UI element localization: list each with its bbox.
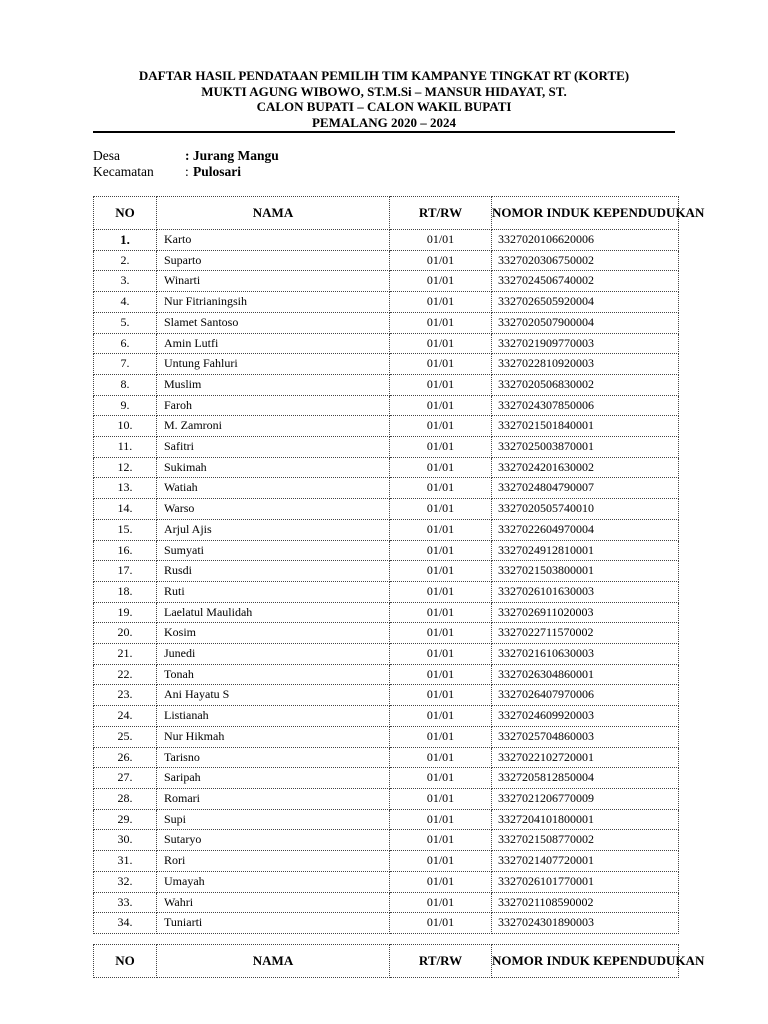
desa-value: : Jurang Mangu (185, 148, 279, 163)
table-body (94, 230, 679, 934)
column-header-rtrw: RT/RW (390, 197, 492, 230)
table-row (94, 706, 679, 727)
table-row (94, 871, 679, 892)
cell-nik: 3327026101630003 (492, 581, 679, 602)
cell-rtrw: 01/01 (390, 581, 492, 602)
header-region-period: PEMALANG 2020 – 2024 (311, 114, 457, 130)
cell-rtrw: 01/01 (390, 540, 492, 561)
cell-nik: 3327026911020003 (492, 602, 679, 623)
document-header (93, 68, 675, 130)
cell-nama: Sumyati (157, 540, 390, 561)
table-row (94, 312, 679, 333)
cell-nik: 3327022810920003 (492, 354, 679, 375)
cell-no: 19. (94, 602, 157, 623)
header-positions: CALON BUPATI – CALON WAKIL BUPATI (256, 99, 512, 114)
cell-nik: 3327021503800001 (492, 561, 679, 582)
column-header-nik: NOMOR INDUK KEPENDUDUKAN (492, 945, 679, 978)
column-header-nik: NOMOR INDUK KEPENDUDUKAN (492, 197, 679, 230)
cell-rtrw: 01/01 (390, 747, 492, 768)
table-row (94, 602, 679, 623)
kecamatan-value: Pulosari (193, 164, 242, 179)
cell-nama: Muslim (157, 374, 390, 395)
cell-nama: Suparto (157, 250, 390, 271)
cell-no: 1. (94, 230, 157, 251)
kecamatan-label: Kecamatan (93, 164, 154, 179)
cell-nama: Warso (157, 499, 390, 520)
cell-rtrw: 01/01 (390, 230, 492, 251)
cell-nama: Amin Lutfi (157, 333, 390, 354)
cell-no: 21. (94, 644, 157, 665)
cell-nik: 3327024307850006 (492, 395, 679, 416)
table-row (94, 457, 679, 478)
cell-nik: 3327024201630002 (492, 457, 679, 478)
cell-nik: 3327026304860001 (492, 664, 679, 685)
kecamatan-row (93, 164, 279, 180)
cell-no: 7. (94, 354, 157, 375)
table-row (94, 354, 679, 375)
cell-nama: Tuniarti (157, 913, 390, 934)
cell-rtrw: 01/01 (390, 395, 492, 416)
cell-nik: 3327205812850004 (492, 768, 679, 789)
cell-rtrw: 01/01 (390, 499, 492, 520)
cell-nik: 3327021909770003 (492, 333, 679, 354)
cell-nama: Ruti (157, 581, 390, 602)
cell-no: 9. (94, 395, 157, 416)
cell-nama: Karto (157, 230, 390, 251)
table-row (94, 374, 679, 395)
column-header-nama: NAMA (157, 945, 390, 978)
cell-rtrw: 01/01 (390, 292, 492, 313)
cell-nama: Laelatul Maulidah (157, 602, 390, 623)
cell-nik: 3327020106620006 (492, 230, 679, 251)
cell-nik: 3327025003870001 (492, 437, 679, 458)
table-row (94, 519, 679, 540)
table-row (94, 499, 679, 520)
cell-rtrw: 01/01 (390, 892, 492, 913)
table-header-row (94, 945, 679, 978)
table-row (94, 664, 679, 685)
table-row (94, 830, 679, 851)
cell-rtrw: 01/01 (390, 788, 492, 809)
cell-no: 3. (94, 271, 157, 292)
cell-rtrw: 01/01 (390, 374, 492, 395)
cell-rtrw: 01/01 (390, 416, 492, 437)
table-row (94, 623, 679, 644)
cell-no: 31. (94, 851, 157, 872)
cell-no: 20. (94, 623, 157, 644)
cell-nik: 3327024912810001 (492, 540, 679, 561)
cell-nama: Rori (157, 851, 390, 872)
cell-no: 24. (94, 706, 157, 727)
cell-no: 12. (94, 457, 157, 478)
cell-no: 4. (94, 292, 157, 313)
cell-rtrw: 01/01 (390, 437, 492, 458)
cell-no: 29. (94, 809, 157, 830)
table-row (94, 788, 679, 809)
cell-nama: Arjul Ajis (157, 519, 390, 540)
cell-rtrw: 01/01 (390, 602, 492, 623)
cell-nik: 3327021501840001 (492, 416, 679, 437)
table-row (94, 726, 679, 747)
cell-nama: Tonah (157, 664, 390, 685)
desa-label: Desa (93, 148, 120, 163)
cell-nama: Supi (157, 809, 390, 830)
column-header-no: NO (94, 197, 157, 230)
cell-rtrw: 01/01 (390, 706, 492, 727)
cell-rtrw: 01/01 (390, 457, 492, 478)
cell-rtrw: 01/01 (390, 519, 492, 540)
header-divider (93, 131, 675, 133)
cell-no: 6. (94, 333, 157, 354)
cell-nama: Safitri (157, 437, 390, 458)
table-row (94, 478, 679, 499)
cell-nik: 3327024301890003 (492, 913, 679, 934)
table-row (94, 250, 679, 271)
cell-rtrw: 01/01 (390, 354, 492, 375)
cell-nama: Wahri (157, 892, 390, 913)
cell-rtrw: 01/01 (390, 478, 492, 499)
cell-nik: 3327020507900004 (492, 312, 679, 333)
cell-nik: 3327024506740002 (492, 271, 679, 292)
cell-no: 34. (94, 913, 157, 934)
table-row (94, 333, 679, 354)
cell-no: 32. (94, 871, 157, 892)
cell-no: 16. (94, 540, 157, 561)
cell-nik: 3327024804790007 (492, 478, 679, 499)
cell-nama: Untung Fahluri (157, 354, 390, 375)
cell-no: 2. (94, 250, 157, 271)
table-row (94, 230, 679, 251)
cell-nama: Kosim (157, 623, 390, 644)
table-row (94, 271, 679, 292)
cell-nik: 3327025704860003 (492, 726, 679, 747)
cell-nama: Watiah (157, 478, 390, 499)
cell-rtrw: 01/01 (390, 685, 492, 706)
table-row (94, 561, 679, 582)
cell-nama: Nur Hikmah (157, 726, 390, 747)
table-row (94, 809, 679, 830)
cell-rtrw: 01/01 (390, 333, 492, 354)
cell-no: 10. (94, 416, 157, 437)
cell-rtrw: 01/01 (390, 768, 492, 789)
column-header-no: NO (94, 945, 157, 978)
kecamatan-colon: : (185, 164, 189, 179)
cell-rtrw: 01/01 (390, 664, 492, 685)
cell-rtrw: 01/01 (390, 871, 492, 892)
table-row (94, 416, 679, 437)
table-row (94, 913, 679, 934)
table-row (94, 747, 679, 768)
cell-nama: Sukimah (157, 457, 390, 478)
cell-no: 33. (94, 892, 157, 913)
cell-nama: Saripah (157, 768, 390, 789)
table-row (94, 540, 679, 561)
cell-rtrw: 01/01 (390, 561, 492, 582)
cell-nama: Romari (157, 788, 390, 809)
table-row (94, 395, 679, 416)
cell-no: 30. (94, 830, 157, 851)
cell-no: 17. (94, 561, 157, 582)
cell-no: 11. (94, 437, 157, 458)
column-header-rtrw: RT/RW (390, 945, 492, 978)
header-candidates: MUKTI AGUNG WIBOWO, ST.M.Si – MANSUR HIDAYAT, ST. (201, 83, 567, 99)
table-row (94, 685, 679, 706)
cell-rtrw: 01/01 (390, 271, 492, 292)
cell-rtrw: 01/01 (390, 809, 492, 830)
cell-nik: 3327204101800001 (492, 809, 679, 830)
cell-nama: Listianah (157, 706, 390, 727)
cell-rtrw: 01/01 (390, 851, 492, 872)
table-row (94, 292, 679, 313)
cell-nik: 3327026407970006 (492, 685, 679, 706)
cell-nik: 3327021508770002 (492, 830, 679, 851)
cell-nik: 3327021407720001 (492, 851, 679, 872)
table-header-row (94, 197, 679, 230)
cell-nik: 3327021206770009 (492, 788, 679, 809)
cell-nama: M. Zamroni (157, 416, 390, 437)
cell-no: 27. (94, 768, 157, 789)
table-row (94, 768, 679, 789)
cell-nik: 3327020506830002 (492, 374, 679, 395)
cell-rtrw: 01/01 (390, 250, 492, 271)
cell-nama: Rusdi (157, 561, 390, 582)
cell-no: 22. (94, 664, 157, 685)
location-info (93, 148, 279, 180)
cell-no: 8. (94, 374, 157, 395)
header-title: DAFTAR HASIL PENDATAAN PEMILIH TIM KAMPANYE TINGKAT RT (KORTE) (138, 68, 630, 83)
cell-nama: Ani Hayatu S (157, 685, 390, 706)
cell-no: 28. (94, 788, 157, 809)
cell-nik: 3327021610630003 (492, 644, 679, 665)
cell-nik: 3327020306750002 (492, 250, 679, 271)
cell-nama: Winarti (157, 271, 390, 292)
cell-nik: 3327024609920003 (492, 706, 679, 727)
cell-nik: 3327022711570002 (492, 623, 679, 644)
column-header-nama: NAMA (157, 197, 390, 230)
cell-no: 13. (94, 478, 157, 499)
cell-rtrw: 01/01 (390, 644, 492, 665)
table-row (94, 892, 679, 913)
cell-nama: Umayah (157, 871, 390, 892)
cell-rtrw: 01/01 (390, 830, 492, 851)
cell-nama: Nur Fitrianingsih (157, 292, 390, 313)
cell-nama: Faroh (157, 395, 390, 416)
cell-rtrw: 01/01 (390, 312, 492, 333)
cell-nik: 3327022102720001 (492, 747, 679, 768)
cell-nama: Tarisno (157, 747, 390, 768)
table-row (94, 581, 679, 602)
table-row (94, 437, 679, 458)
cell-rtrw: 01/01 (390, 913, 492, 934)
cell-nik: 3327020505740010 (492, 499, 679, 520)
cell-nama: Junedi (157, 644, 390, 665)
cell-no: 15. (94, 519, 157, 540)
cell-nik: 3327026505920004 (492, 292, 679, 313)
desa-row (93, 148, 279, 164)
cell-nik: 3327021108590002 (492, 892, 679, 913)
voter-table (93, 196, 705, 934)
table-row (94, 644, 679, 665)
cell-rtrw: 01/01 (390, 623, 492, 644)
cell-no: 25. (94, 726, 157, 747)
cell-no: 23. (94, 685, 157, 706)
cell-no: 5. (94, 312, 157, 333)
cell-rtrw: 01/01 (390, 726, 492, 747)
table-row (94, 851, 679, 872)
cell-no: 14. (94, 499, 157, 520)
cell-no: 18. (94, 581, 157, 602)
cell-nik: 3327026101770001 (492, 871, 679, 892)
cell-nama: Slamet Santoso (157, 312, 390, 333)
cell-nama: Sutaryo (157, 830, 390, 851)
cell-no: 26. (94, 747, 157, 768)
cell-nik: 3327022604970004 (492, 519, 679, 540)
voter-table-continued (93, 944, 705, 978)
